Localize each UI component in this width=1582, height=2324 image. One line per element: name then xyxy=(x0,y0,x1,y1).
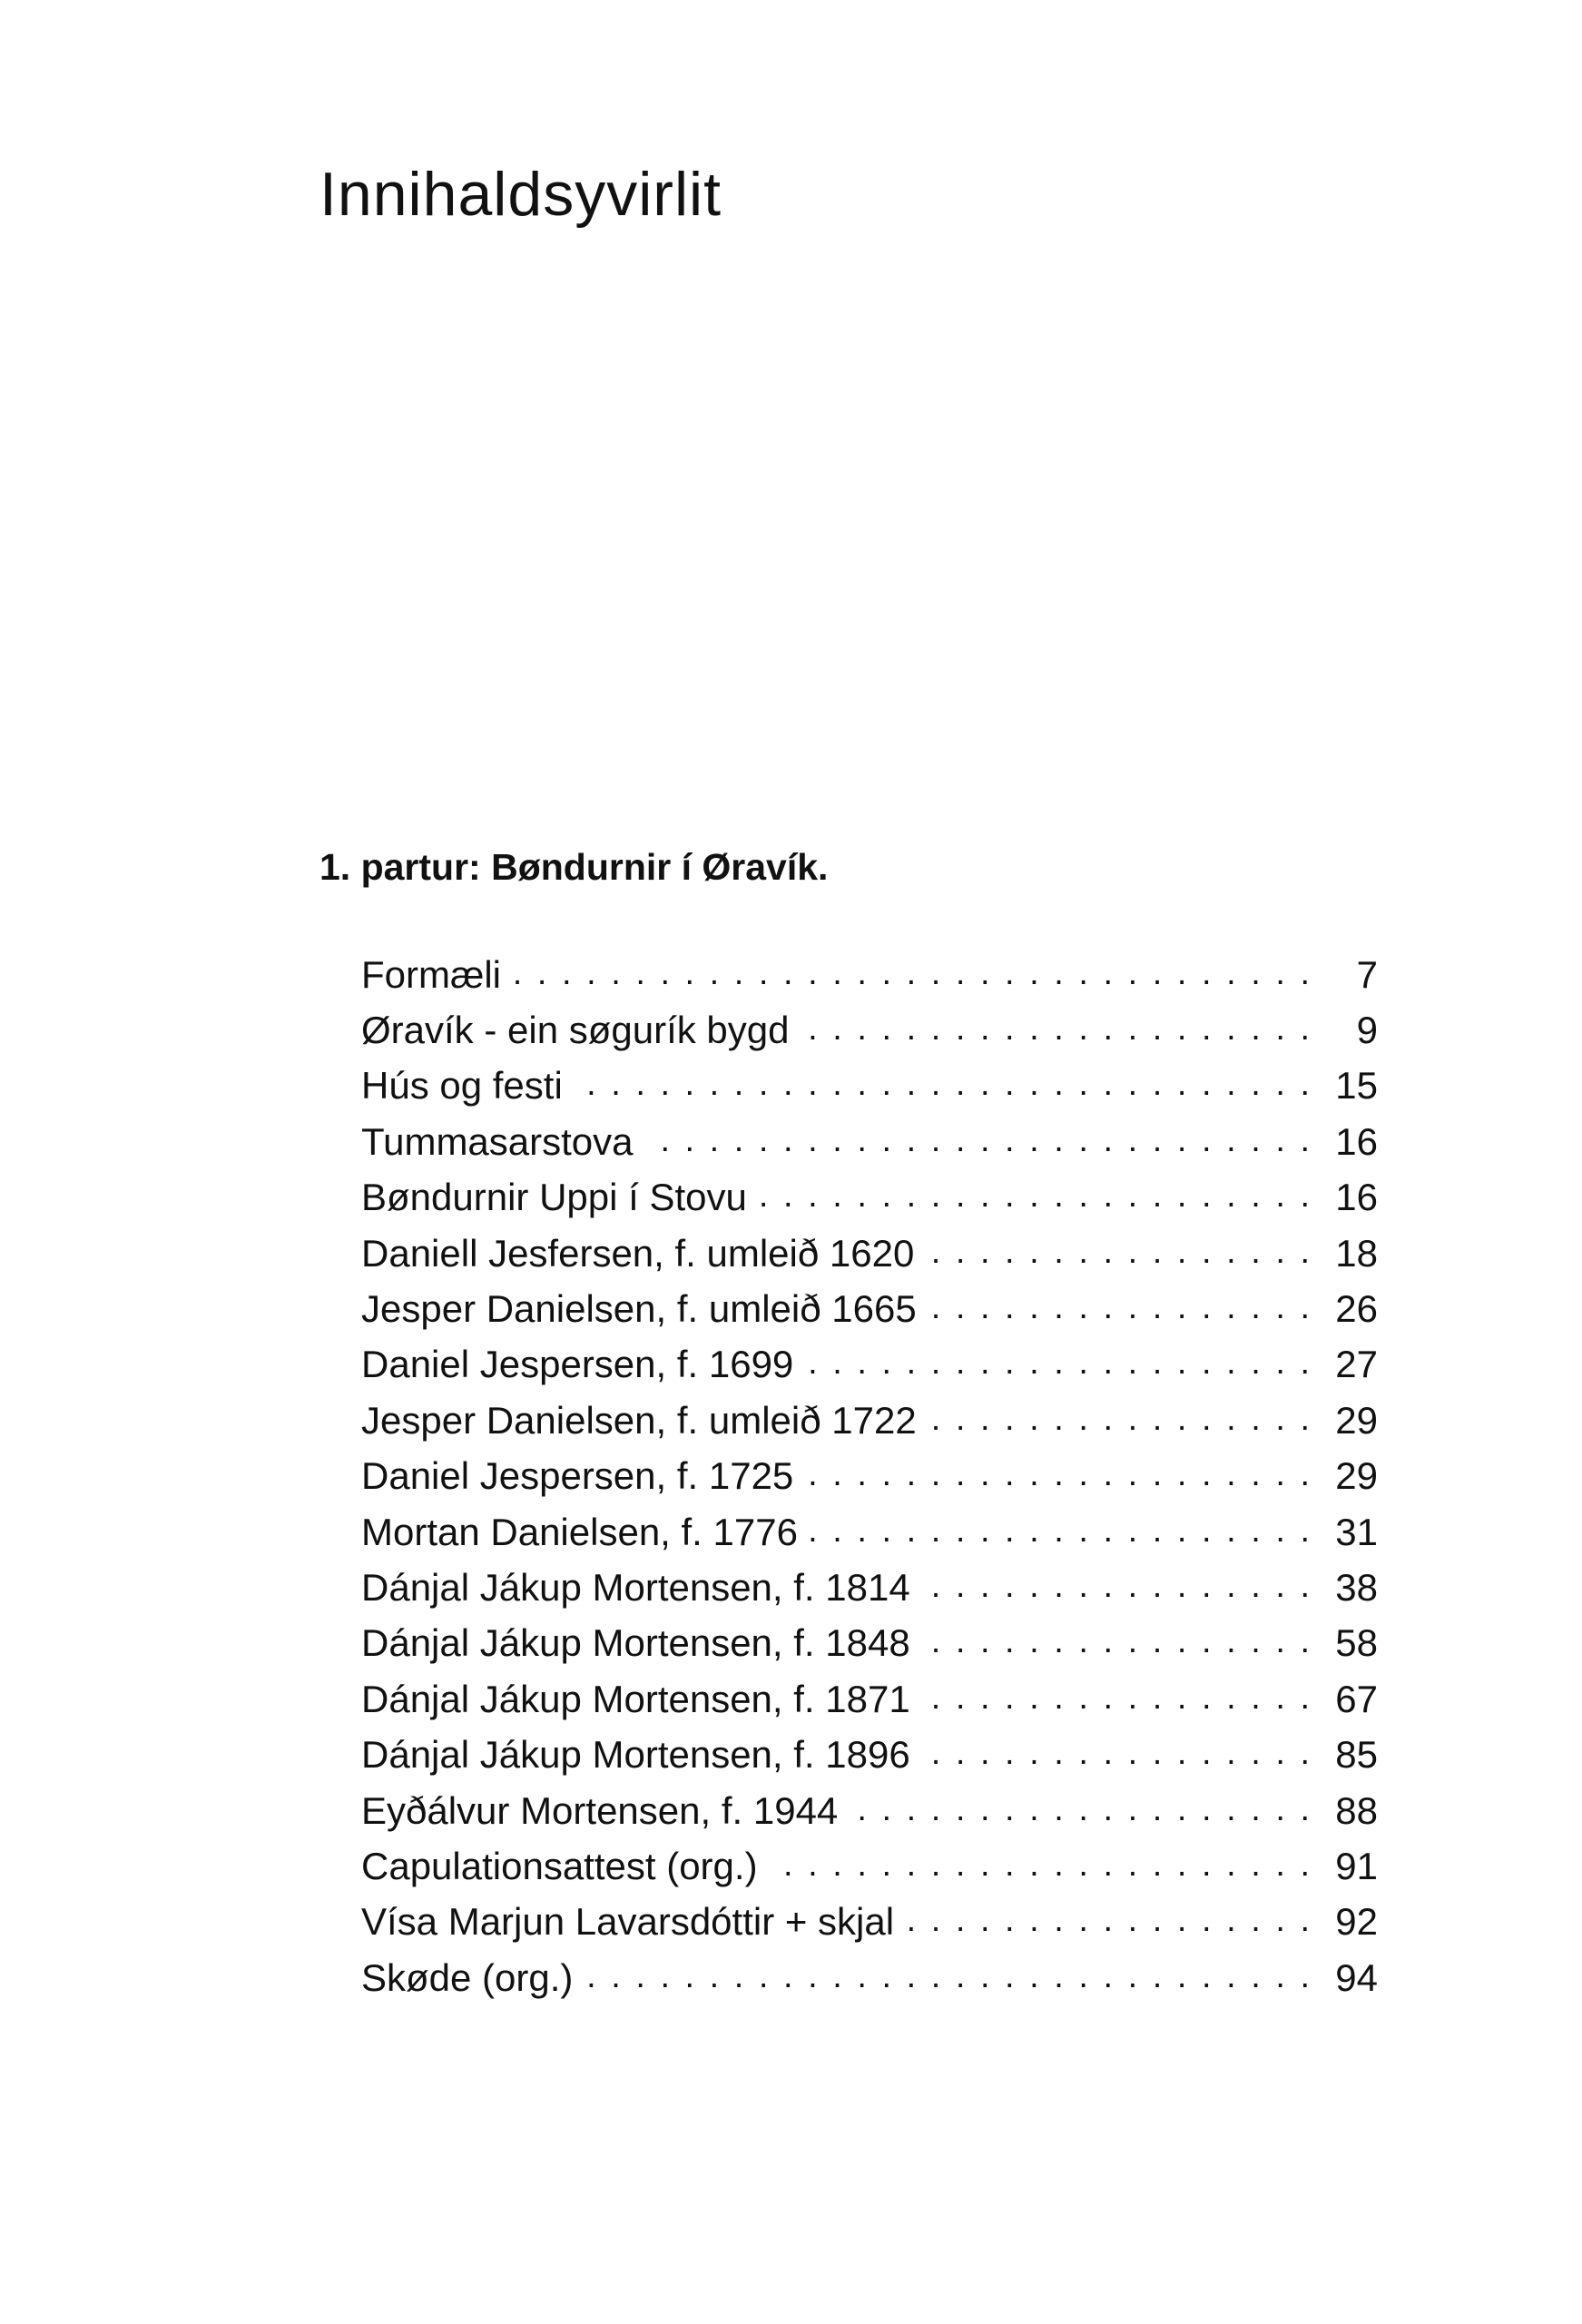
toc-entry-page-number: 26 xyxy=(1335,1287,1378,1331)
toc-dot-leader xyxy=(807,1513,1312,1551)
toc-dot-leader xyxy=(572,1067,1312,1105)
toc-entry xyxy=(361,1281,1378,1336)
toc-entry xyxy=(361,1059,1378,1114)
toc-entry-page-number: 16 xyxy=(1335,1119,1378,1163)
toc-dot-leader xyxy=(802,1457,1312,1495)
toc-entry-page-number: 15 xyxy=(1335,1064,1378,1108)
toc-entry-page-number: 7 xyxy=(1356,952,1378,996)
toc-dot-leader xyxy=(643,1123,1312,1161)
toc-entry xyxy=(361,1002,1378,1058)
toc-dot-leader xyxy=(926,1402,1312,1440)
toc-entry-label: Vísa Marjun Lavarsdóttir + skjal xyxy=(361,1903,903,1941)
toc-entry xyxy=(361,1671,1378,1727)
toc-entry xyxy=(361,1783,1378,1838)
toc-entry-page-number: 85 xyxy=(1335,1733,1378,1777)
toc-dot-leader xyxy=(919,1680,1312,1718)
toc-entry-page-number: 58 xyxy=(1335,1621,1378,1665)
toc-entry-label: Mortan Danielsen, f. 1776 xyxy=(361,1513,807,1551)
toc-entry-label: Dánjal Jákup Mortensen, f. 1871 xyxy=(361,1680,919,1718)
toc-entry xyxy=(361,1170,1378,1226)
toc-dot-leader xyxy=(582,1959,1312,1997)
toc-dot-leader xyxy=(799,1011,1313,1049)
toc-entry-label: Øravík - ein søgurík bygd xyxy=(361,1011,799,1049)
toc-dot-leader xyxy=(847,1792,1312,1830)
toc-entry xyxy=(361,1114,1378,1169)
toc-entry-page-number: 92 xyxy=(1335,1900,1378,1944)
toc-entry-label: Skøde (org.) xyxy=(361,1959,582,1997)
page-title: Innihaldsyvirlit xyxy=(319,160,722,229)
toc-entry-page-number: 29 xyxy=(1335,1398,1378,1442)
toc-entry-page-number: 31 xyxy=(1335,1510,1378,1553)
toc-dot-leader xyxy=(903,1903,1312,1941)
toc-entry-label: Jesper Danielsen, f. umleið 1665 xyxy=(361,1290,926,1328)
toc-entry xyxy=(361,1504,1378,1560)
toc-entry xyxy=(361,1226,1378,1281)
toc-dot-leader xyxy=(510,956,1312,994)
toc-dot-leader xyxy=(923,1235,1312,1273)
toc-entry xyxy=(361,1337,1378,1393)
toc-entry-page-number: 38 xyxy=(1335,1565,1378,1609)
toc-entry-label: Daniel Jespersen, f. 1725 xyxy=(361,1457,802,1495)
toc-entry-label: Dánjal Jákup Mortensen, f. 1814 xyxy=(361,1569,919,1607)
toc-dot-leader xyxy=(802,1345,1312,1384)
toc-entry-label: Formæli xyxy=(361,956,510,994)
toc-entry xyxy=(361,1560,1378,1615)
toc-entry-label: Dánjal Jákup Mortensen, f. 1896 xyxy=(361,1736,919,1774)
toc-entry xyxy=(361,1838,1378,1894)
toc-entry-page-number: 67 xyxy=(1335,1677,1378,1720)
toc-entry-page-number: 88 xyxy=(1335,1788,1378,1832)
toc-entry xyxy=(361,1950,1378,2005)
toc-entry-label: Daniel Jespersen, f. 1699 xyxy=(361,1345,802,1384)
toc-entry-label: Tummasarstova xyxy=(361,1123,643,1161)
toc-entry-label: Eyðálvur Mortensen, f. 1944 xyxy=(361,1792,847,1830)
toc-dot-leader xyxy=(919,1736,1312,1774)
toc-entry-page-number: 29 xyxy=(1335,1454,1378,1498)
toc-entry xyxy=(361,1393,1378,1448)
toc-dot-leader xyxy=(767,1847,1312,1886)
toc-dot-leader xyxy=(756,1178,1312,1216)
toc-entry xyxy=(361,1895,1378,1950)
toc-dot-leader xyxy=(919,1569,1312,1607)
toc-entry xyxy=(361,947,1378,1002)
toc-entry-page-number: 27 xyxy=(1335,1343,1378,1386)
toc-entry-page-number: 16 xyxy=(1335,1176,1378,1219)
toc-entry-label: Jesper Danielsen, f. umleið 1722 xyxy=(361,1402,926,1440)
toc-entry-page-number: 91 xyxy=(1335,1844,1378,1887)
toc-entry-label: Capulationsattest (org.) xyxy=(361,1847,767,1886)
toc-dot-leader xyxy=(919,1624,1312,1662)
toc-entry-page-number: 9 xyxy=(1356,1009,1378,1052)
toc-entry-label: Dánjal Jákup Mortensen, f. 1848 xyxy=(361,1624,919,1662)
toc-entry-label: Hús og festi xyxy=(361,1067,572,1105)
toc-entry xyxy=(361,1727,1378,1782)
table-of-contents xyxy=(361,947,1378,2005)
toc-entry-label: Daniell Jesfersen, f. umleið 1620 xyxy=(361,1235,923,1273)
toc-dot-leader xyxy=(926,1290,1312,1328)
toc-entry xyxy=(361,1616,1378,1671)
toc-entry-page-number: 94 xyxy=(1335,1955,1378,1999)
section-heading: 1. partur: Bøndurnir í Øravík. xyxy=(319,846,829,888)
toc-entry-label: Bøndurnir Uppi í Stovu xyxy=(361,1178,756,1216)
toc-entry xyxy=(361,1449,1378,1504)
toc-entry-page-number: 18 xyxy=(1335,1231,1378,1275)
